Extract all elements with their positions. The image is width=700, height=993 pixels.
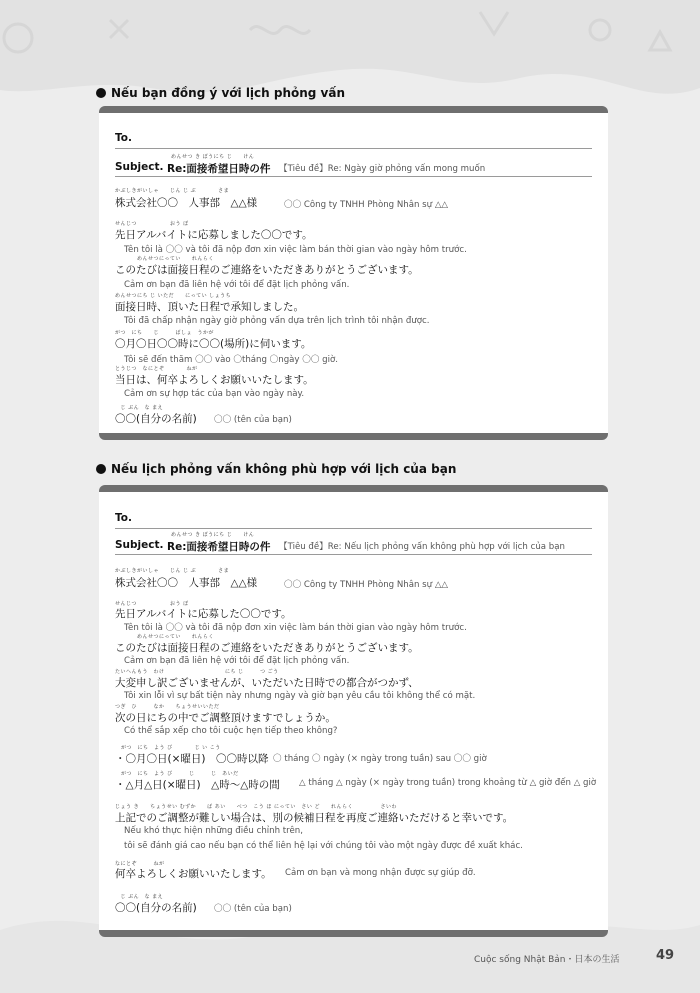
footer-caption: Cuộc sống Nhật Bản・日本の生活: [474, 955, 620, 965]
option-line-translation: △ tháng △ ngày (× ngày trong tuần) trong khoảng từ △ giờ đến △ giờ: [299, 778, 597, 788]
body-line-translation: Tên tôi là 〇〇 và tôi đã nộp đơn xin việc làm bán thời gian vào ngày hôm trước.: [124, 245, 467, 255]
option-line-japanese: ・△月△日(×曜日) △時～△時の間: [115, 779, 280, 791]
body-line-japanese: 先日アルバイトに応募しました〇〇です。: [115, 229, 313, 241]
section-heading-text: Nếu lịch phỏng vấn không phù hợp với lịch của bạn: [111, 462, 457, 476]
body-line-japanese: このたびは面接日程のご連絡をいただきありがとうございます。: [115, 264, 419, 276]
divider: [115, 554, 592, 555]
furigana: めんせつにってい れんらく: [115, 256, 214, 262]
email-template-card-agree: [99, 106, 608, 440]
divider: [115, 176, 592, 177]
furigana: なにとぞ ねが: [115, 861, 165, 867]
divider: [115, 528, 592, 529]
divider: [115, 148, 592, 149]
subject-japanese: Re:面接希望日時の件: [167, 541, 271, 553]
closing-japanese: 上記でのご調整が難しい場合は、別の候補日程を再度ご連絡いただけると幸いです。: [115, 812, 514, 824]
bullet-dot-icon: [96, 464, 106, 474]
furigana: たいへんもう わけ にち じ つ ごう: [115, 669, 279, 675]
page-number: 49: [656, 948, 675, 963]
subject-label: Subject.: [115, 539, 164, 551]
signature-translation: 〇〇 (tên của bạn): [214, 415, 292, 425]
furigana: めんせつにち じ いただ にってい しょうち: [115, 293, 232, 299]
body-line-translation: Có thể sắp xếp cho tôi cuộc hẹn tiếp theo không?: [124, 726, 338, 736]
body-line-translation: Cảm ơn bạn đã liên hệ với tôi để đặt lịch phỏng vấn.: [124, 656, 350, 666]
body-line-japanese: このたびは面接日程のご連絡をいただきありがとうございます。: [115, 642, 419, 654]
body-line-japanese: 当日は、何卒よろしくお願いいたします。: [115, 374, 314, 386]
addressee-translation: 〇〇 Công ty TNHH Phòng Nhân sự △△: [284, 200, 449, 210]
body-line-japanese: 大変申し訳ございませんが、いただいた日時での都合がつかず、: [115, 677, 419, 689]
section-heading-text: Nếu bạn đồng ý với lịch phỏng vấn: [111, 86, 346, 100]
subject-translation: 【Tiêu đề】Re: Nếu lịch phỏng vấn không phù hợp với lịch của bạn: [279, 542, 565, 552]
to-label: To.: [115, 132, 132, 144]
addressee-japanese: 株式会社〇〇 人事部 △△様: [115, 197, 258, 209]
addressee-translation: 〇〇 Công ty TNHH Phòng Nhân sự △△: [284, 580, 449, 590]
furigana: つぎ ひ なか ちょうせいいただ: [115, 704, 220, 710]
body-line-translation: Cảm ơn bạn đã liên hệ với tôi để đặt lịch phỏng vấn.: [124, 280, 350, 290]
furigana: とうじつ なにとぞ ねが: [115, 366, 198, 372]
body-line-translation: Cảm ơn sự hợp tác của bạn vào ngày này.: [124, 389, 305, 399]
furigana: めんせつ き ぼうにち じ けん: [171, 154, 255, 160]
signature-japanese: 〇〇(自分の名前): [115, 413, 197, 425]
furigana: がつ にち じ ばしょ うかが: [115, 330, 215, 336]
closing-translation: Nếu khó thực hiện những điều chỉnh trên,: [124, 826, 303, 836]
closing-translation: tôi sẽ đánh giá cao nếu bạn có thể liên hệ lại với chúng tôi vào một ngày được đề xuất khác.: [124, 841, 523, 851]
section-heading-disagree: [96, 462, 456, 476]
body-line-japanese: 先日アルバイトに応募した〇〇です。: [115, 608, 292, 620]
furigana: じ ぶん な まえ: [115, 894, 164, 900]
body-line-translation: Tôi xin lỗi vì sự bất tiện này nhưng ngày và giờ bạn yêu cầu tôi không thể có mặt.: [124, 691, 476, 701]
furigana: せんじつ おう ぼ: [115, 601, 189, 607]
body-line-japanese: 次の日にちの中でご調整頂けますでしょうか。: [115, 712, 336, 724]
bullet-dot-icon: [96, 88, 106, 98]
body-line-japanese: 〇月〇日〇〇時に〇〇(場所)に伺います。: [115, 338, 312, 350]
subject-translation: 【Tiêu đề】Re: Ngày giờ phỏng vấn mong muốn: [279, 164, 486, 174]
body-line-translation: Tôi sẽ đến thăm 〇〇 vào 〇tháng 〇ngày 〇〇 giờ.: [124, 355, 339, 365]
thanks-japanese: 何卒よろしくお願いいたします。: [115, 868, 272, 880]
body-line-japanese: 面接日時、頂いた日程で承知しました。: [115, 301, 304, 313]
section-heading-agree: [96, 86, 345, 100]
subject-japanese: Re:面接希望日時の件: [167, 163, 271, 175]
furigana: めんせつ き ぼうにち じ けん: [171, 532, 255, 538]
option-line-japanese: ・〇月〇日(×曜日) 〇〇時以降: [115, 753, 269, 765]
furigana: がつ にち よう び じ い こう: [121, 745, 221, 751]
email-template-card-disagree: [99, 485, 608, 937]
furigana: かぶしきがいしゃ じん じ ぶ さま: [115, 188, 230, 194]
furigana: がつ にち よう び じ じ あいだ: [121, 771, 239, 777]
furigana: かぶしきがいしゃ じん じ ぶ さま: [115, 568, 230, 574]
furigana: めんせつにってい れんらく: [115, 634, 214, 640]
furigana: じょう き ちょうせい むずか ば あい べつ こう ほ にってい さい ど れんらく さいわ: [115, 804, 397, 810]
furigana: じ ぶん な まえ: [115, 405, 164, 411]
to-label: To.: [115, 512, 132, 524]
signature-translation: 〇〇 (tên của bạn): [214, 904, 292, 914]
subject-label: Subject.: [115, 161, 164, 173]
thanks-translation: Cảm ơn bạn và mong nhận được sự giúp đỡ.: [285, 868, 476, 878]
body-line-translation: Tên tôi là 〇〇 và tôi đã nộp đơn xin việc làm bán thời gian vào ngày hôm trước.: [124, 623, 467, 633]
body-line-translation: Tôi đã chấp nhận ngày giờ phỏng vấn dựa trên lịch trình tôi nhận được.: [124, 316, 430, 326]
addressee-japanese: 株式会社〇〇 人事部 △△様: [115, 577, 258, 589]
option-line-translation: 〇 tháng 〇 ngày (× ngày trong tuần) sau 〇〇 giờ: [273, 754, 487, 764]
signature-japanese: 〇〇(自分の名前): [115, 902, 197, 914]
furigana: せんじつ おう ぼ: [115, 221, 189, 227]
